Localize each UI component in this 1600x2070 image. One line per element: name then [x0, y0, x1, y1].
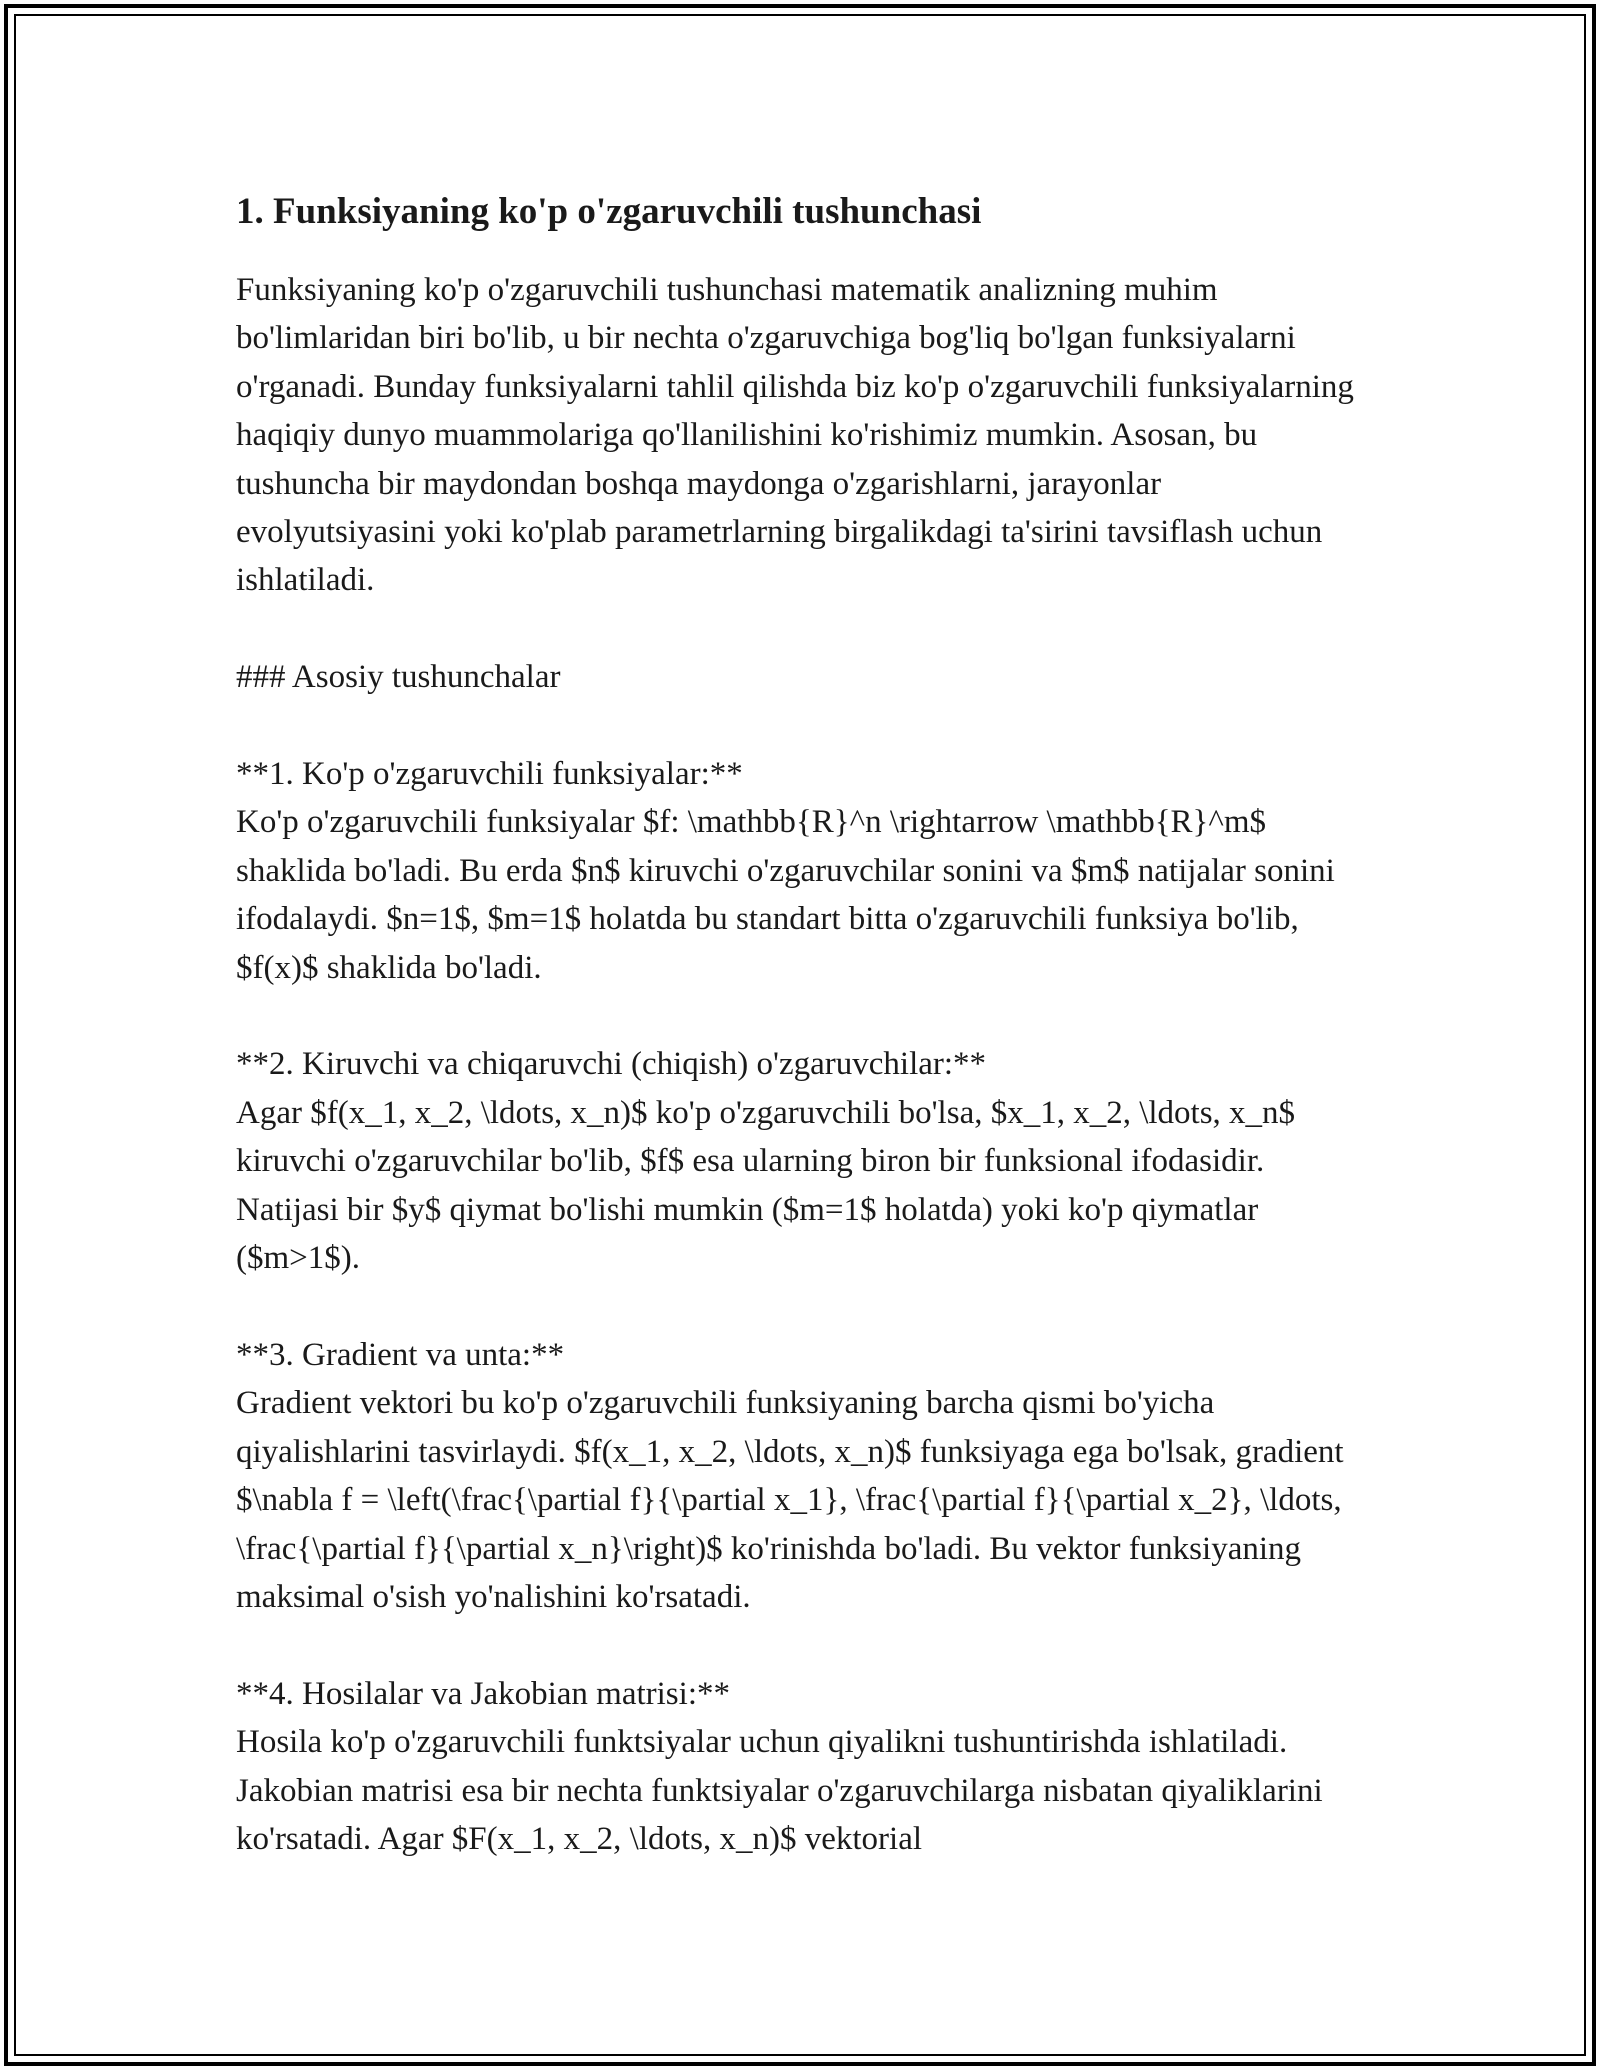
section-heading-1: **1. Ko'p o'zgaruvchili funksiyalar:**: [236, 756, 743, 793]
intro-paragraph: Funksiyaning ko'p o'zgaruvchili tushunchasi matematik analizning muhim bo'limlaridan biri bo'lib, u bir nechta o'zgaruvchiga bog'liq bo'lgan funksiyalarni o'rganadi. Bunday funksiyalarni tahlil qilishda biz ko'p o'zgaruvchili funksiyalarning haqiqiy dunyo muammolariga qo'llanilishini ko'rishimiz mumkin. Asosan, bu tushuncha bir maydondan boshqa maydonga o'zgarishlarni, jarayonlar evolyutsiyasini yoki ko'plab parametrlarning birgalikdagi ta'sirini tavsiflash uchun ishlatiladi.: [236, 272, 1354, 599]
section-body-4: Hosila ko'p o'zgaruvchili funktsiyalar uchun qiyalikni tushuntirishda ishlatiladi. Jakobian matrisi esa bir nechta funktsiyalar o'zgaruvchilarga nisbatan qiyaliklarini ko'rsatadi. Agar $F(x_1, x_2, \ldots, x_n)$ vektorial: [236, 1724, 1323, 1857]
subheading: ### Asosiy tushunchalar: [236, 659, 561, 696]
spacer: [236, 605, 1364, 653]
document-title: 1. Funksiyaning ko'p o'zgaruvchili tushunchasi: [236, 191, 982, 232]
spacer: [236, 992, 1364, 1040]
document-body: [236, 186, 1364, 1863]
spacer: [236, 1621, 1364, 1669]
section-heading-3: **3. Gradient va unta:**: [236, 1336, 565, 1373]
section-body-3: Gradient vektori bu ko'p o'zgaruvchili funksiyaning barcha qismi bo'yicha qiyalishlarini tasvirlaydi. $f(x_1, x_2, \ldots, x_n)$ funksiyaga ega bo'lsak, gradient $\nabla f = \left(\frac{\partial f}{\partial x_1}, \frac{\partial f}{\partial x_2}, \ldots, \frac{\partial f}{\partial x_n}\right)$ ko'rinishda bo'ladi. Bu vektor funksiyaning maksimal o'sish yo'nalishini ko'rsatadi.: [236, 1385, 1344, 1615]
spacer: [236, 1282, 1364, 1330]
section-body-2: Agar $f(x_1, x_2, \ldots, x_n)$ ko'p o'zgaruvchili bo'lsa, $x_1, x_2, \ldots, x_n$ kiruvchi o'zgaruvchilar bo'lib, $f$ esa ularning biron bir funksional ifodasidir. Natijasi bir $y$ qiymat bo'lishi mumkin ($m=1$ holatda) yoki ko'p qiymatlar ($m>1$).: [236, 1094, 1296, 1277]
section-heading-2: **2. Kiruvchi va chiqaruvchi (chiqish) o'zgaruvchilar:**: [236, 1046, 987, 1083]
spacer: [236, 702, 1364, 750]
section-body-1: Ko'p o'zgaruvchili funksiyalar $f: \mathbb{R}^n \rightarrow \mathbb{R}^m$ shaklida bo'ladi. Bu erda $n$ kiruvchi o'zgaruvchilar sonini va $m$ natijalar sonini ifodalaydi. $n=1$, $m=1$ holatda bu standart bitta o'zgaruvchili funksiya bo'lib, $f(x)$ shaklida bo'ladi.: [236, 804, 1335, 986]
section-heading-4: **4. Hosilalar va Jakobian matrisi:**: [236, 1675, 730, 1712]
